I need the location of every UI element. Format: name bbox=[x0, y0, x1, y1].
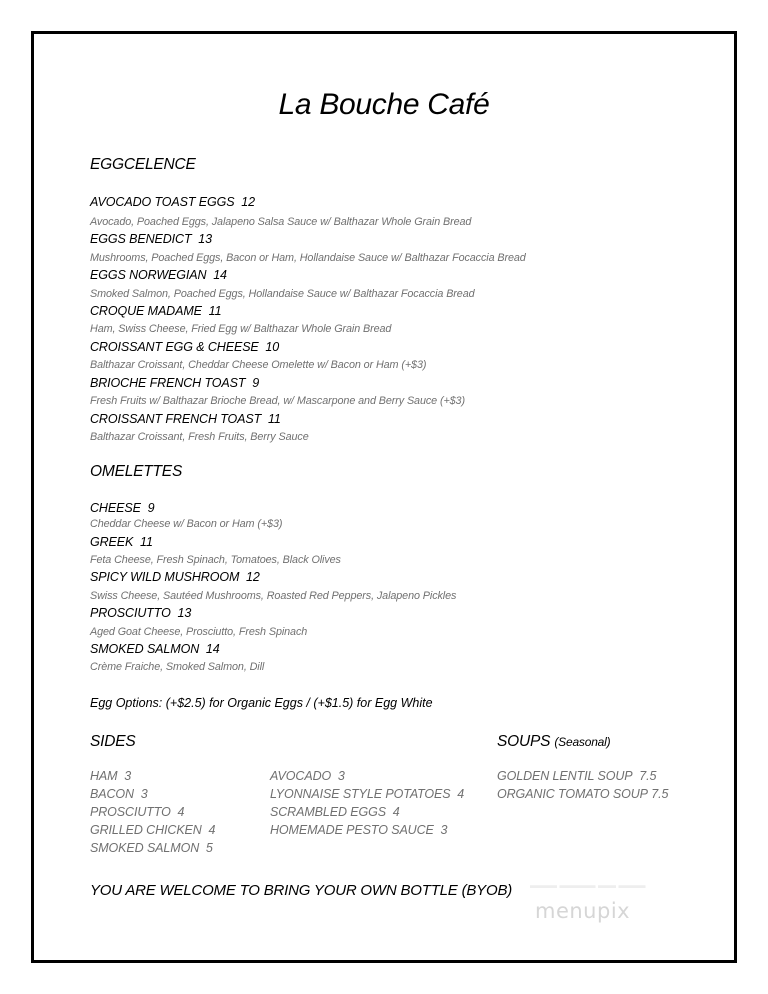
soup-item: ORGANIC TOMATO SOUP 7.5 bbox=[497, 787, 669, 801]
menu-item-desc: Balthazar Croissant, Cheddar Cheese Omelette w/ Bacon or Ham (+$3) bbox=[90, 359, 427, 371]
menu-item-price: 14 bbox=[205, 642, 220, 656]
side-item: PROSCIUTTO 4 bbox=[90, 805, 185, 819]
menu-item-name: EGGS NORWEGIAN 14 bbox=[90, 268, 227, 282]
section-heading-omelettes: OMELETTES bbox=[90, 463, 183, 480]
menu-item-price: 11 bbox=[140, 535, 153, 549]
egg-options-note: Egg Options: (+$2.5) for Organic Eggs / (+$1.5) for Egg White bbox=[90, 696, 433, 710]
menu-item-name: PROSCIUTTO 13 bbox=[90, 606, 192, 620]
menu-item-desc: Avocado, Poached Eggs, Jalapeno Salsa Sauce w/ Balthazar Whole Grain Bread bbox=[90, 216, 472, 228]
menu-item-price: 12 bbox=[241, 195, 256, 209]
menu-item-name: AVOCADO TOAST EGGS 12 bbox=[90, 195, 256, 209]
side-item: SMOKED SALMON 5 bbox=[90, 841, 213, 855]
menu-item-name: CROISSANT EGG & CHEESE 10 bbox=[90, 340, 280, 354]
side-item: BACON 3 bbox=[90, 787, 148, 801]
section-heading-soups: SOUPS (Seasonal) bbox=[497, 733, 611, 750]
menu-item-desc: Feta Cheese, Fresh Spinach, Tomatoes, Black Olives bbox=[90, 554, 341, 566]
side-item: HAM 3 bbox=[90, 769, 132, 783]
menupix-watermark: menupix bbox=[535, 899, 631, 923]
side-item: SCRAMBLED EGGS 4 bbox=[270, 805, 400, 819]
menu-item-price: 9 bbox=[252, 376, 260, 390]
byob-note: YOU ARE WELCOME TO BRING YOUR OWN BOTTLE (BYOB) bbox=[90, 882, 513, 899]
menu-item-price: 11 bbox=[208, 304, 222, 318]
soup-item: GOLDEN LENTIL SOUP 7.5 bbox=[497, 769, 657, 783]
section-heading-eggcelence: EGGCELENCE bbox=[90, 156, 196, 173]
menu-item-name: CROISSANT FRENCH TOAST 11 bbox=[90, 412, 281, 426]
menu-item-name: EGGS BENEDICT 13 bbox=[90, 232, 212, 246]
menu-item-name: BRIOCHE FRENCH TOAST 9 bbox=[90, 376, 260, 390]
side-item: AVOCADO 3 bbox=[270, 769, 345, 783]
menu-item-desc: Balthazar Croissant, Fresh Fruits, Berry Sauce bbox=[90, 431, 309, 443]
menu-item-desc: Smoked Salmon, Poached Eggs, Hollandaise Sauce w/ Balthazar Focaccia Bread bbox=[90, 288, 475, 300]
menu-item-price: 11 bbox=[267, 412, 281, 426]
section-heading-sides: SIDES bbox=[90, 733, 136, 750]
menu-item-desc: Fresh Fruits w/ Balthazar Brioche Bread, w/ Mascarpone and Berry Sauce (+$3) bbox=[90, 395, 465, 407]
side-item: GRILLED CHICKEN 4 bbox=[90, 823, 216, 837]
restaurant-title: La Bouche Café bbox=[278, 88, 490, 121]
menu-item-desc: Ham, Swiss Cheese, Fried Egg w/ Balthazar Whole Grain Bread bbox=[90, 323, 392, 335]
menu-item-desc: Swiss Cheese, Sautéed Mushrooms, Roasted Red Peppers, Jalapeno Pickles bbox=[90, 590, 457, 602]
menu-item-name: CHEESE 9 bbox=[90, 501, 155, 515]
menu-item-desc: Crème Fraiche, Smoked Salmon, Dill bbox=[90, 661, 265, 673]
menu-item-price: 13 bbox=[177, 606, 192, 620]
menu-item-desc: Aged Goat Cheese, Prosciutto, Fresh Spinach bbox=[90, 626, 308, 638]
menu-item-price: 13 bbox=[198, 232, 212, 246]
side-item: HOMEMADE PESTO SAUCE 3 bbox=[270, 823, 448, 837]
menu-item-price: 12 bbox=[246, 570, 260, 584]
soups-subheading: (Seasonal) bbox=[554, 735, 611, 749]
menu-item-price: 10 bbox=[265, 340, 280, 354]
watermark-strip: ▬▬▬ ▬▬▬▬ ▬▬ ▬▬▬ bbox=[530, 880, 646, 890]
menu-item-name: GREEK 11 bbox=[90, 535, 153, 549]
side-item: LYONNAISE STYLE POTATOES 4 bbox=[270, 787, 465, 801]
menu-item-name: SPICY WILD MUSHROOM 12 bbox=[90, 570, 260, 584]
menu-item-desc: Mushrooms, Poached Eggs, Bacon or Ham, Hollandaise Sauce w/ Balthazar Focaccia Bread bbox=[90, 252, 526, 264]
menu-item-price: 9 bbox=[147, 501, 155, 515]
menu-item-desc: Cheddar Cheese w/ Bacon or Ham (+$3) bbox=[90, 518, 283, 530]
menu-item-name: SMOKED SALMON 14 bbox=[90, 642, 220, 656]
menu-item-name: CROQUE MADAME 11 bbox=[90, 304, 222, 318]
menu-item-price: 14 bbox=[213, 268, 227, 282]
